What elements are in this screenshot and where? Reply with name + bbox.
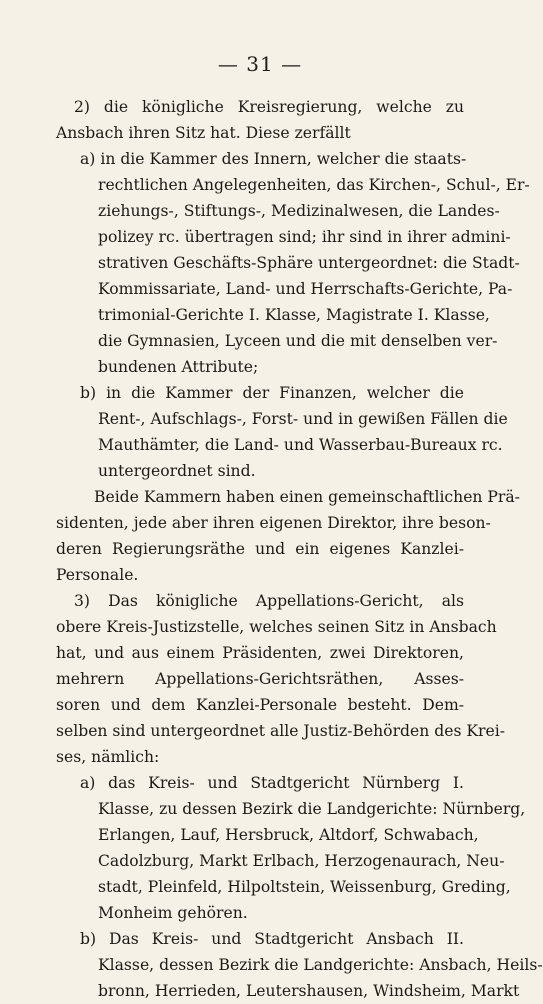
text-line: Rent-, Aufschlags-, Forst- und in gewißen Fällen die xyxy=(98,410,508,428)
text-line: trimonial-Gerichte I. Klasse, Magistrate I. Klasse, xyxy=(98,306,490,324)
page-number: — 31 — xyxy=(217,52,303,76)
text-line: selben sind untergeordnet alle Justiz-Behörden des Krei- xyxy=(56,722,505,740)
text-line: bundenen Attribute; xyxy=(98,358,259,376)
text-line: Mauthämter, die Land- und Wasserbau-Bureaux rc. xyxy=(98,436,503,454)
text-line: ziehungs-, Stiftungs-, Medizinalwesen, die Landes- xyxy=(98,202,500,220)
text-line: b) in die Kammer der Finanzen, welcher die xyxy=(80,384,464,402)
text-line: Personale. xyxy=(56,566,139,584)
text-line: rechtlichen Angelegenheiten, das Kirchen-, Schul-, Er- xyxy=(98,176,530,194)
text-line: Cadolzburg, Markt Erlbach, Herzogenaurach, Neu- xyxy=(98,852,505,870)
text-line: Beide Kammern haben einen gemeinschaftlichen Prä- xyxy=(94,488,520,506)
text-line: a) in die Kammer des Innern, welcher die staats- xyxy=(80,150,467,168)
text-line: mehrern Appellations-Gerichtsräthen, Asses- xyxy=(56,670,464,688)
text-line: Kommissariate, Land- und Herrschafts-Gerichte, Pa- xyxy=(98,280,513,298)
text-line: ses, nämlich: xyxy=(56,748,160,766)
text-line: Klasse, dessen Bezirk die Landgerichte: Ansbach, Heils- xyxy=(98,956,543,974)
text-line: obere Kreis-Justizstelle, welches seinen Sitz in Ansbach xyxy=(56,618,497,636)
text-line: bronn, Herrieden, Leutershausen, Windsheim, Markt xyxy=(98,982,520,1000)
text-line: b) Das Kreis- und Stadtgericht Ansbach II. xyxy=(80,930,464,948)
text-line: polizey rc. übertragen sind; ihr sind in ihrer admini- xyxy=(98,228,511,246)
text-line: Ansbach ihren Sitz hat. Diese zerfällt xyxy=(56,124,351,142)
text-line: soren und dem Kanzlei-Personale besteht. Dem- xyxy=(56,696,464,714)
text-line: Monheim gehören. xyxy=(98,904,248,922)
text-line: a) das Kreis- und Stadtgericht Nürnberg I. xyxy=(80,774,464,792)
text-line: Erlangen, Lauf, Hersbruck, Altdorf, Schwabach, xyxy=(98,826,479,844)
text-line: 2) die königliche Kreisregierung, welche zu xyxy=(74,98,464,116)
text-line: die Gymnasien, Lyceen und die mit denselben ver- xyxy=(98,332,498,350)
text-line: deren Regierungsräthe und ein eigenes Kanzlei- xyxy=(56,540,464,558)
text-line: 3) Das königliche Appellations-Gericht, als xyxy=(74,592,464,610)
text-line: Klasse, zu dessen Bezirk die Landgerichte: Nürnberg, xyxy=(98,800,526,818)
text-line: hat, und aus einem Präsidenten, zwei Direktoren, xyxy=(56,644,464,662)
text-line: strativen Geschäfts-Sphäre untergeordnet: die Stadt- xyxy=(98,254,520,272)
text-line: untergeordnet sind. xyxy=(98,462,256,480)
text-line: sidenten, jede aber ihren eigenen Direktor, ihre beson- xyxy=(56,514,491,532)
text-line: stadt, Pleinfeld, Hilpoltstein, Weissenburg, Greding, xyxy=(98,878,511,896)
